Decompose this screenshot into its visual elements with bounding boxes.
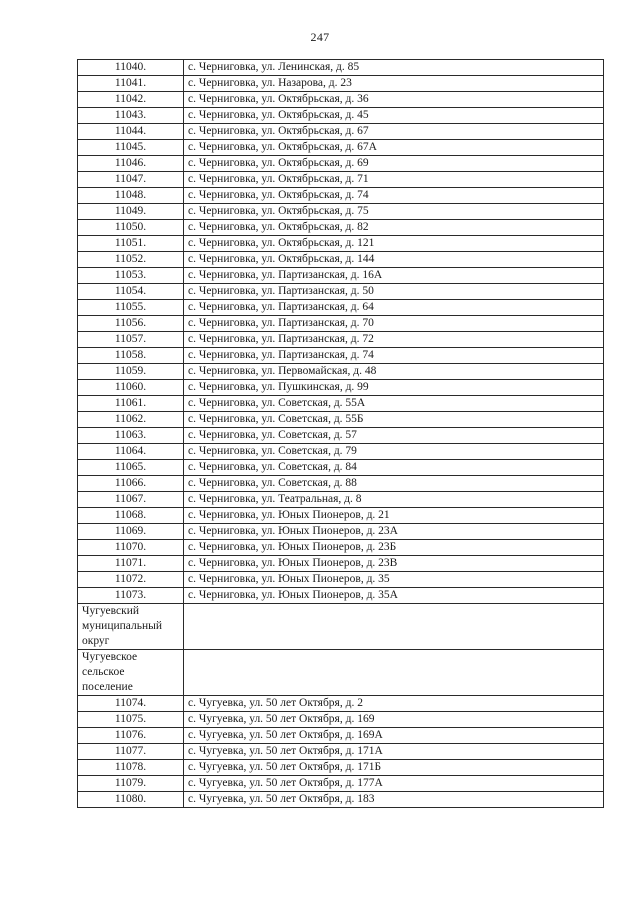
row-number-cell: 11051. — [78, 236, 184, 252]
row-number-cell: 11062. — [78, 412, 184, 428]
address-cell: с. Чугуевка, ул. 50 лет Октября, д. 169 — [184, 712, 604, 728]
table-row — [78, 188, 604, 204]
row-number-cell: 11063. — [78, 428, 184, 444]
row-number-cell: 11079. — [78, 776, 184, 792]
table-row — [78, 776, 604, 792]
address-cell: с. Черниговка, ул. Октябрьская, д. 45 — [184, 108, 604, 124]
row-number-cell: 11055. — [78, 300, 184, 316]
address-cell: с. Черниговка, ул. Юных Пионеров, д. 23А — [184, 524, 604, 540]
section-label-line: округ — [82, 635, 110, 647]
table-row — [78, 588, 604, 604]
table-row — [78, 492, 604, 508]
row-number-cell: 11076. — [78, 728, 184, 744]
table-row — [78, 444, 604, 460]
table-row — [78, 172, 604, 188]
row-number-cell: 11078. — [78, 760, 184, 776]
row-number-cell: 11045. — [78, 140, 184, 156]
row-number-cell: 11041. — [78, 76, 184, 92]
row-number-cell: 11080. — [78, 792, 184, 808]
row-number-cell: 11054. — [78, 284, 184, 300]
address-cell: с. Черниговка, ул. Пушкинская, д. 99 — [184, 380, 604, 396]
address-cell: с. Черниговка, ул. Советская, д. 55А — [184, 396, 604, 412]
address-cell: с. Черниговка, ул. Октябрьская, д. 82 — [184, 220, 604, 236]
table-row — [78, 348, 604, 364]
table-row — [78, 476, 604, 492]
table-row — [78, 712, 604, 728]
table-row — [78, 204, 604, 220]
address-cell: с. Черниговка, ул. Советская, д. 55Б — [184, 412, 604, 428]
table-row — [78, 396, 604, 412]
table-row — [78, 124, 604, 140]
address-cell: с. Чугуевка, ул. 50 лет Октября, д. 183 — [184, 792, 604, 808]
row-number-cell: 11075. — [78, 712, 184, 728]
row-number-cell: 11059. — [78, 364, 184, 380]
address-cell: с. Черниговка, ул. Юных Пионеров, д. 23В — [184, 556, 604, 572]
row-number-cell: 11046. — [78, 156, 184, 172]
table-row — [78, 236, 604, 252]
row-number-cell: 11044. — [78, 124, 184, 140]
row-number-cell: 11070. — [78, 540, 184, 556]
row-number-cell: 11052. — [78, 252, 184, 268]
address-cell: с. Черниговка, ул. Партизанская, д. 70 — [184, 316, 604, 332]
section-label-cell — [78, 650, 184, 696]
table-row — [78, 508, 604, 524]
address-cell: с. Черниговка, ул. Октябрьская, д. 71 — [184, 172, 604, 188]
table-row — [78, 156, 604, 172]
row-number-cell: 11061. — [78, 396, 184, 412]
row-number-cell: 11074. — [78, 696, 184, 712]
section-label-cell — [78, 604, 184, 650]
address-cell: с. Чугуевка, ул. 50 лет Октября, д. 177А — [184, 776, 604, 792]
address-cell: с. Черниговка, ул. Октябрьская, д. 67 — [184, 124, 604, 140]
section-label-line: поселение — [82, 681, 133, 693]
table-row — [78, 728, 604, 744]
address-cell: с. Черниговка, ул. Ленинская, д. 85 — [184, 60, 604, 76]
address-cell: с. Черниговка, ул. Октябрьская, д. 121 — [184, 236, 604, 252]
row-number-cell: 11065. — [78, 460, 184, 476]
table-row — [78, 220, 604, 236]
row-number-cell: 11053. — [78, 268, 184, 284]
table-row — [78, 696, 604, 712]
address-cell: с. Черниговка, ул. Партизанская, д. 64 — [184, 300, 604, 316]
row-number-cell: 11058. — [78, 348, 184, 364]
row-number-cell: 11060. — [78, 380, 184, 396]
address-cell: с. Черниговка, ул. Советская, д. 79 — [184, 444, 604, 460]
address-cell: с. Черниговка, ул. Юных Пионеров, д. 21 — [184, 508, 604, 524]
table-row — [78, 792, 604, 808]
table-row — [78, 60, 604, 76]
address-cell: с. Чугуевка, ул. 50 лет Октября, д. 171Б — [184, 760, 604, 776]
address-cell: с. Черниговка, ул. Юных Пионеров, д. 23Б — [184, 540, 604, 556]
table-row — [78, 428, 604, 444]
row-number-cell: 11047. — [78, 172, 184, 188]
row-number-cell: 11073. — [78, 588, 184, 604]
address-cell: с. Черниговка, ул. Юных Пионеров, д. 35А — [184, 588, 604, 604]
table-row — [78, 300, 604, 316]
row-number-cell: 11042. — [78, 92, 184, 108]
address-cell: с. Черниговка, ул. Юных Пионеров, д. 35 — [184, 572, 604, 588]
address-cell: с. Черниговка, ул. Партизанская, д. 50 — [184, 284, 604, 300]
row-number-cell: 11040. — [78, 60, 184, 76]
row-number-cell: 11077. — [78, 744, 184, 760]
table-row — [78, 556, 604, 572]
table-row — [78, 284, 604, 300]
address-cell: с. Черниговка, ул. Театральная, д. 8 — [184, 492, 604, 508]
section-label-line: Чугуевское — [82, 651, 138, 663]
address-cell: с. Черниговка, ул. Октябрьская, д. 144 — [184, 252, 604, 268]
address-cell: с. Черниговка, ул. Партизанская, д. 74 — [184, 348, 604, 364]
address-cell: с. Черниговка, ул. Октябрьская, д. 36 — [184, 92, 604, 108]
address-cell: с. Чугуевка, ул. 50 лет Октября, д. 171А — [184, 744, 604, 760]
row-number-cell: 11072. — [78, 572, 184, 588]
page-number: 247 — [310, 30, 330, 44]
table-row — [78, 412, 604, 428]
address-cell: с. Черниговка, ул. Советская, д. 57 — [184, 428, 604, 444]
table-row — [78, 332, 604, 348]
row-number-cell: 11043. — [78, 108, 184, 124]
row-number-cell: 11066. — [78, 476, 184, 492]
address-cell: с. Черниговка, ул. Октябрьская, д. 67А — [184, 140, 604, 156]
address-registry-table — [77, 59, 604, 808]
row-number-cell: 11049. — [78, 204, 184, 220]
row-number-cell: 11050. — [78, 220, 184, 236]
address-cell: с. Черниговка, ул. Советская, д. 88 — [184, 476, 604, 492]
row-number-cell: 11067. — [78, 492, 184, 508]
registry-table-body — [78, 60, 604, 808]
section-label-line: сельское — [82, 666, 125, 678]
empty-address-cell — [184, 604, 604, 650]
table-row — [78, 540, 604, 556]
row-number-cell: 11071. — [78, 556, 184, 572]
address-cell: с. Черниговка, ул. Назарова, д. 23 — [184, 76, 604, 92]
row-number-cell: 11056. — [78, 316, 184, 332]
table-row — [78, 268, 604, 284]
address-cell: с. Черниговка, ул. Первомайская, д. 48 — [184, 364, 604, 380]
empty-address-cell — [184, 650, 604, 696]
table-row — [78, 140, 604, 156]
address-cell: с. Черниговка, ул. Октябрьская, д. 69 — [184, 156, 604, 172]
address-cell: с. Черниговка, ул. Партизанская, д. 16А — [184, 268, 604, 284]
row-number-cell: 11057. — [78, 332, 184, 348]
table-row — [78, 760, 604, 776]
table-row — [78, 316, 604, 332]
row-number-cell: 11048. — [78, 188, 184, 204]
section-header-row — [78, 604, 604, 650]
address-cell: с. Черниговка, ул. Октябрьская, д. 75 — [184, 204, 604, 220]
table-row — [78, 252, 604, 268]
address-cell: с. Черниговка, ул. Октябрьская, д. 74 — [184, 188, 604, 204]
table-row — [78, 364, 604, 380]
table-row — [78, 460, 604, 476]
row-number-cell: 11064. — [78, 444, 184, 460]
section-header-row — [78, 650, 604, 696]
table-row — [78, 380, 604, 396]
row-number-cell: 11068. — [78, 508, 184, 524]
address-cell: с. Черниговка, ул. Советская, д. 84 — [184, 460, 604, 476]
table-row — [78, 108, 604, 124]
table-row — [78, 572, 604, 588]
row-number-cell: 11069. — [78, 524, 184, 540]
table-row — [78, 76, 604, 92]
section-label-line: Чугуевский — [82, 605, 140, 617]
address-cell: с. Чугуевка, ул. 50 лет Октября, д. 169А — [184, 728, 604, 744]
section-label-line: муниципальный — [82, 620, 163, 632]
table-row — [78, 92, 604, 108]
address-cell: с. Черниговка, ул. Партизанская, д. 72 — [184, 332, 604, 348]
address-cell: с. Чугуевка, ул. 50 лет Октября, д. 2 — [184, 696, 604, 712]
table-row — [78, 744, 604, 760]
table-row — [78, 524, 604, 540]
